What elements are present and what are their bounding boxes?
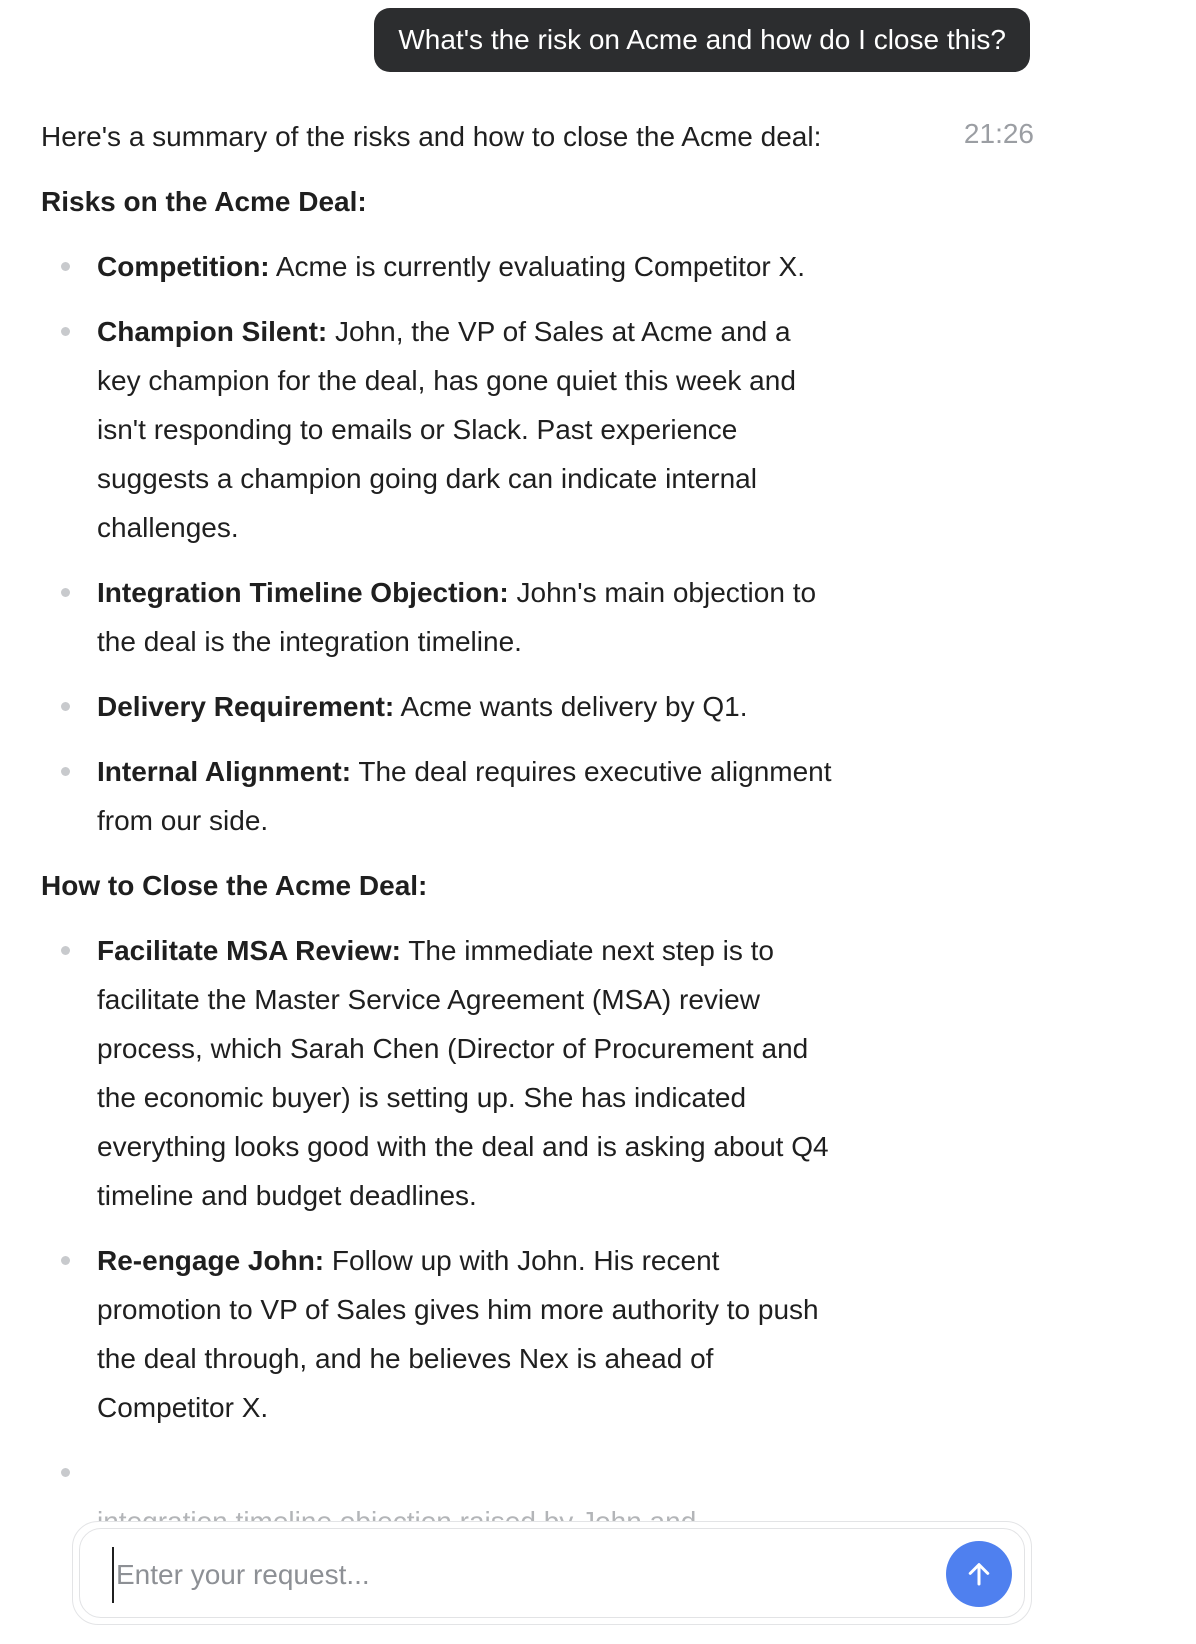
list-item-text: The immediate next step is to facilitate the Master Service Agreement (MSA) review process, which Sarah Chen (Director of Procurement and the economic buyer) is setting up. She has indicated everything looks good with the deal and is asking about Q4 timeline and budget deadlines. [97, 935, 829, 1211]
bullet-icon [61, 702, 70, 711]
assistant-response [41, 112, 841, 1562]
composer-box [79, 1528, 1025, 1618]
user-message-bubble: What's the risk on Acme and how do I close this? [374, 8, 1030, 72]
risks-heading: Risks on the Acme Deal: [41, 186, 367, 217]
list-item [41, 1236, 841, 1432]
close-steps-list [41, 926, 841, 1546]
list-item-text: Follow up with John. His recent promotion to VP of Sales gives him more authority to push the deal through, and he believes Nex is ahead of Competitor X. [97, 1245, 819, 1423]
list-item-text: The deal requires executive alignment from our side. [97, 756, 832, 836]
bullet-icon [61, 946, 70, 955]
list-item-title: Champion Silent: [97, 316, 328, 347]
bullet-icon [61, 327, 70, 336]
composer [72, 1521, 1032, 1625]
list-item-title: Facilitate MSA Review: [97, 935, 401, 966]
list-item-title: Internal Alignment: [97, 756, 352, 787]
list-item-title: Re-engage John: [97, 1245, 325, 1276]
list-item-title: Integration Timeline Objection: [97, 577, 509, 608]
bullet-icon [61, 588, 70, 597]
list-item [41, 242, 841, 291]
bullet-icon [61, 1468, 70, 1477]
bullet-icon [61, 1256, 70, 1265]
message-timestamp: 21:26 [963, 118, 1034, 149]
list-item [41, 926, 841, 1220]
list-item-title: Competition: [97, 251, 270, 282]
list-item-text: Acme is currently evaluating Competitor X. [269, 251, 805, 282]
bullet-icon [61, 262, 70, 271]
close-heading: How to Close the Acme Deal: [41, 870, 428, 901]
list-item-text: Acme wants delivery by Q1. [394, 691, 748, 722]
response-intro: Here's a summary of the risks and how to close the Acme deal: [41, 121, 822, 152]
list-item [41, 307, 841, 552]
list-item [41, 682, 841, 731]
request-input[interactable] [112, 1547, 916, 1603]
list-item-text: John's main objection to the deal is the integration timeline. [97, 577, 817, 657]
list-item [41, 747, 841, 845]
arrow-up-icon [964, 1559, 994, 1589]
send-button[interactable] [946, 1541, 1012, 1607]
list-item-title: Delivery Requirement: [97, 691, 395, 722]
bullet-icon [61, 767, 70, 776]
list-item-text: John, the VP of Sales at Acme and a key champion for the deal, has gone quiet this week and isn't responding to emails or Slack. Past experience suggests a champion going dark can indicate internal challenges. [97, 316, 796, 543]
list-item [41, 568, 841, 666]
risks-list [41, 242, 841, 845]
